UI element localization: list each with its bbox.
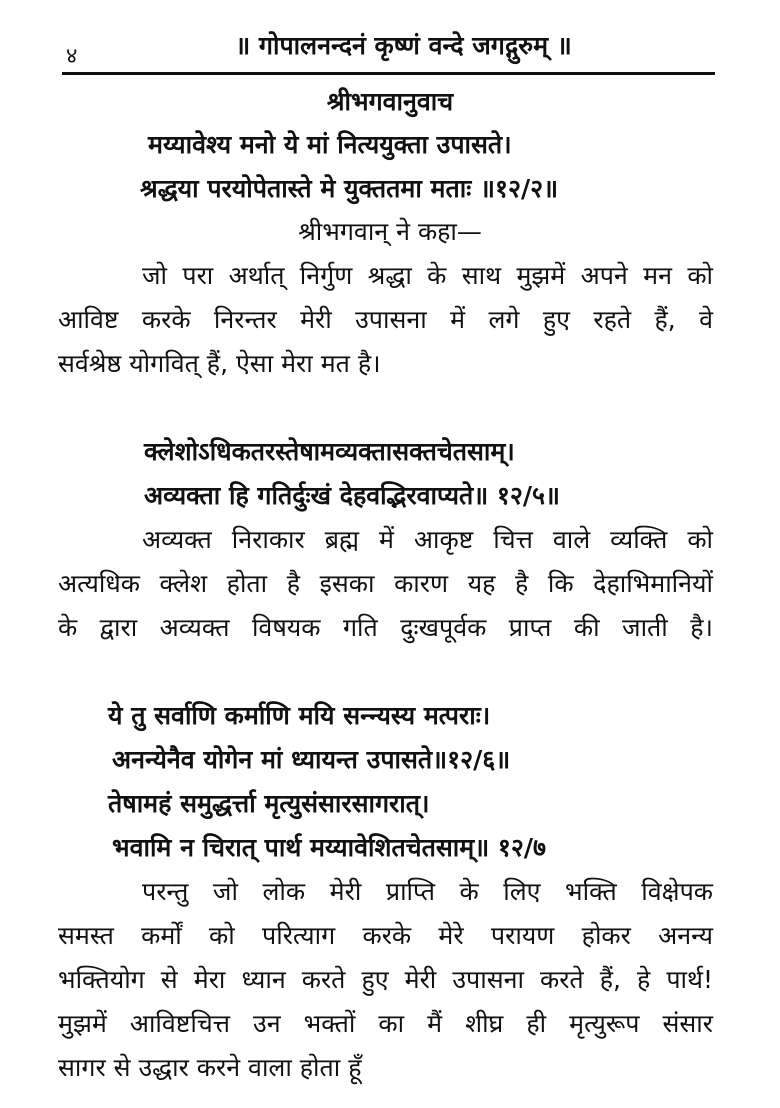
verse-line: भवामि न चिरात् पार्थ मय्यावेशितचेतसाम्॥ १२/७ bbox=[112, 833, 547, 862]
verse-line: अनन्येनैव योगेन मां ध्यायन्त उपासते॥१२/६॥ bbox=[112, 745, 511, 774]
translation-line: सर्वश्रेष्ठ योगवित् हैं, ऐसा मेरा मत है। bbox=[58, 349, 381, 378]
translation-line: जो परा अर्थात् निर्गुण श्रद्धा के साथ मुझमें अपने मन को bbox=[142, 261, 713, 290]
translation-heading: श्रीभगवान् ने कहा— bbox=[298, 217, 482, 246]
verse-line: अव्यक्ता हि गतिर्दुःखं देहवद्भिरवाप्यते॥ १२/५॥ bbox=[144, 481, 561, 510]
translation-line: समस्त कर्मों को परित्याग करके मेरे परायण होकर अनन्य bbox=[58, 921, 713, 950]
verse-line: तेषामहं समुद्धर्त्ता मृत्युसंसारसागरात्। bbox=[108, 789, 430, 818]
verse-line: मय्यावेश्य मनो ये मां नित्ययुक्ता उपासते। bbox=[148, 130, 512, 159]
page-header bbox=[62, 18, 715, 75]
page-number: ४ bbox=[66, 44, 78, 69]
translation-line: भक्तियोग से मेरा ध्यान करते हुए मेरी उपासना करते हैं, हे पार्थ! bbox=[58, 965, 713, 994]
verse-line: क्लेशोऽधिकतरस्तेषामव्यक्तासक्तचेतसाम्। bbox=[144, 437, 515, 466]
translation-line: अत्यधिक क्लेश होता है इसका कारण यह है कि देहाभिमानियों bbox=[58, 569, 713, 598]
translation-line: मुझमें आविष्टचित्त उन भक्तों का मैं शीघ्र ही मृत्युरूप संसार bbox=[58, 1009, 713, 1038]
verse-line: ये तु सर्वाणि कर्माणि मयि सन्न्यस्य मत्पराः। bbox=[108, 701, 491, 730]
translation-line: के द्वारा अव्यक्त विषयक गति दुःखपूर्वक प्राप्त की जाती है। bbox=[58, 613, 713, 642]
speaker-heading: श्रीभगवानुवाच bbox=[326, 87, 454, 116]
verse-line: श्रद्धया परयोपेतास्ते मे युक्ततमा मताः ॥१२/२॥ bbox=[140, 174, 559, 203]
translation-line: परन्तु जो लोक मेरी प्राप्ति के लिए भक्ति विक्षेपक bbox=[142, 877, 713, 906]
translation-line: अव्यक्त निराकार ब्रह्म में आकृष्ट चित्त वाले व्यक्ति को bbox=[142, 525, 713, 554]
running-title: ॥ गोपालनन्दनं कृष्णं वन्दे जगद्गुरुम् ॥ bbox=[235, 31, 572, 60]
translation-line: सागर से उद्धार करने वाला होता हूँ bbox=[58, 1053, 362, 1082]
translation-line: आविष्ट करके निरन्तर मेरी उपासना में लगे हुए रहते हैं, वे bbox=[58, 305, 713, 334]
